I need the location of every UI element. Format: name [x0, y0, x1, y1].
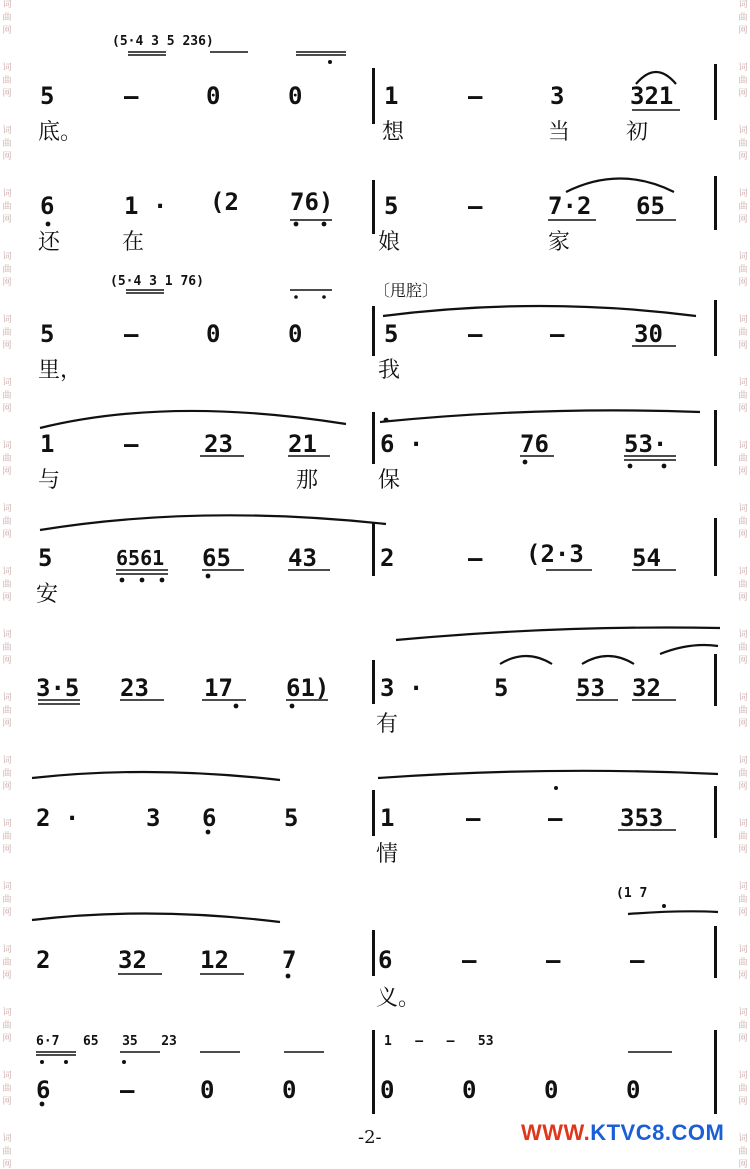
slur	[32, 913, 280, 922]
note: 2	[380, 544, 395, 572]
side-watermark-char: 网	[738, 782, 748, 792]
slur	[660, 645, 718, 654]
barline	[714, 786, 717, 838]
side-watermark-char: 网	[2, 1097, 12, 1107]
note: 65	[202, 544, 231, 572]
barline	[372, 522, 375, 576]
note: –	[630, 946, 645, 974]
barline	[372, 68, 375, 124]
side-watermark-char: 曲	[2, 1021, 12, 1031]
side-watermark-char: 网	[738, 152, 748, 162]
side-watermark-char: 网	[2, 656, 12, 666]
side-watermark-char: 曲	[2, 328, 12, 338]
side-watermark-char: 曲	[738, 454, 748, 464]
note: (2·3	[526, 540, 584, 568]
note: –	[468, 320, 483, 348]
side-watermark-char: 曲	[738, 958, 748, 968]
note: 353	[620, 804, 664, 832]
side-watermark-char: 词	[2, 252, 12, 262]
side-watermark-char: 词	[2, 504, 12, 514]
side-watermark-char: 词	[738, 189, 748, 199]
barline	[372, 412, 375, 464]
side-watermark-char: 曲	[2, 580, 12, 590]
interlude-phrase: (1 7	[616, 886, 648, 901]
note: 23	[120, 674, 149, 702]
side-watermark-char: 网	[2, 593, 12, 603]
barline	[714, 518, 717, 576]
note: 5	[384, 192, 399, 220]
note: 2	[36, 946, 51, 974]
barline	[372, 660, 375, 704]
barline	[714, 654, 717, 706]
side-watermark-char: 网	[2, 341, 12, 351]
lyric: 家	[548, 230, 571, 255]
side-watermark-char: 曲	[2, 895, 12, 905]
note: –	[120, 1076, 135, 1104]
side-watermark-char: 网	[738, 593, 748, 603]
barline	[372, 180, 375, 234]
side-watermark-char: 曲	[2, 832, 12, 842]
lyric: 情	[376, 842, 399, 867]
note: 5	[384, 320, 399, 348]
side-watermark-char: 曲	[738, 1021, 748, 1031]
note: 6	[36, 1076, 51, 1104]
side-watermark-char: 曲	[738, 895, 748, 905]
side-watermark-char: 曲	[738, 328, 748, 338]
lyric: 与	[38, 468, 61, 493]
side-watermark-char: 曲	[2, 958, 12, 968]
side-watermark-char: 网	[2, 26, 12, 36]
note: 1	[380, 804, 395, 832]
side-watermark-char: 词	[2, 756, 12, 766]
watermark-domain: KTVC8.COM	[590, 1120, 725, 1145]
slur	[500, 656, 552, 664]
note: –	[124, 320, 139, 348]
site-watermark	[521, 1120, 724, 1146]
side-watermark-char: 网	[2, 404, 12, 414]
side-watermark-char: 曲	[738, 265, 748, 275]
note: 21	[288, 430, 317, 458]
side-watermark-char: 曲	[2, 391, 12, 401]
side-watermark-char: 曲	[738, 580, 748, 590]
side-watermark-char: 曲	[738, 1147, 748, 1157]
side-watermark-char: 词	[2, 0, 12, 10]
side-watermark-char: 词	[738, 504, 748, 514]
side-watermark-char: 网	[738, 278, 748, 288]
note: 0	[206, 82, 221, 110]
side-watermark-char: 词	[2, 567, 12, 577]
lyric: 义。	[376, 986, 421, 1011]
barline	[372, 1030, 375, 1114]
side-watermark-char: 曲	[738, 706, 748, 716]
note: 0	[544, 1076, 559, 1104]
interlude-phrase: (5·4 3 1 76)	[110, 274, 204, 289]
side-watermark-char: 词	[738, 819, 748, 829]
side-watermark-char: 词	[2, 882, 12, 892]
note: 6	[40, 192, 55, 220]
note: –	[468, 82, 483, 110]
note: 5	[40, 320, 55, 348]
slur	[396, 628, 720, 641]
side-watermark-char: 网	[2, 782, 12, 792]
side-watermark-char: 网	[2, 530, 12, 540]
side-watermark-char: 网	[738, 215, 748, 225]
note: 61)	[286, 674, 330, 702]
side-watermark-char: 词	[2, 63, 12, 73]
side-watermark-char: 词	[738, 882, 748, 892]
barline	[714, 410, 717, 466]
side-watermark-char: 曲	[2, 643, 12, 653]
note: 1	[384, 82, 399, 110]
note: –	[468, 544, 483, 572]
slur	[566, 179, 674, 193]
lyric: 在	[122, 230, 145, 255]
watermark-prefix: WWW.	[521, 1120, 591, 1145]
side-watermark-char: 词	[2, 378, 12, 388]
side-watermark-char: 词	[738, 756, 748, 766]
note: 32	[632, 674, 661, 702]
side-watermark-char: 曲	[2, 202, 12, 212]
note: –	[124, 430, 139, 458]
lyric: 想	[382, 120, 405, 145]
side-watermark-char: 网	[738, 971, 748, 981]
side-watermark-char: 词	[2, 1008, 12, 1018]
side-watermark-char: 曲	[2, 517, 12, 527]
side-watermark-char: 曲	[2, 769, 12, 779]
side-watermark-char: 网	[2, 845, 12, 855]
note: 5	[494, 674, 509, 702]
interlude-phrase: (5·4 3 5 236)	[112, 34, 214, 49]
note: 2 ·	[36, 804, 80, 832]
side-watermark-char: 词	[738, 315, 748, 325]
note: 30	[634, 320, 663, 348]
side-watermark-char: 词	[2, 189, 12, 199]
accompaniment-line-right: 1 – – 53	[384, 1034, 494, 1049]
note: 0	[462, 1076, 477, 1104]
note: 0	[200, 1076, 215, 1104]
note: –	[466, 804, 481, 832]
side-watermark-char: 曲	[2, 1147, 12, 1157]
side-watermark-char: 词	[738, 252, 748, 262]
note: 6	[378, 946, 393, 974]
side-watermark-char: 网	[738, 404, 748, 414]
side-watermark-char: 曲	[738, 643, 748, 653]
slur	[383, 306, 696, 316]
side-watermark-char: 网	[738, 467, 748, 477]
side-watermark-char: 网	[2, 971, 12, 981]
barline	[714, 64, 717, 120]
barline	[372, 306, 375, 356]
slur	[32, 772, 280, 780]
lyric: 当	[548, 120, 571, 145]
note: 53	[576, 674, 605, 702]
side-watermark-char: 词	[2, 441, 12, 451]
lyric: 娘	[378, 230, 401, 255]
side-watermark-char: 网	[2, 89, 12, 99]
side-watermark-char: 词	[738, 1134, 748, 1144]
barline	[372, 790, 375, 836]
note: 0	[626, 1076, 641, 1104]
side-watermark-char: 网	[738, 1160, 748, 1169]
lyric: 我	[378, 358, 401, 383]
note: 3 ·	[380, 674, 424, 702]
side-watermark-char: 网	[2, 908, 12, 918]
note: 17	[204, 674, 233, 702]
side-watermark-char: 词	[2, 1134, 12, 1144]
slur	[378, 771, 718, 778]
side-watermark-char: 曲	[738, 76, 748, 86]
note: 6 ·	[380, 430, 424, 458]
note: 0	[380, 1076, 395, 1104]
slur	[582, 656, 634, 664]
side-watermark-char: 词	[738, 630, 748, 640]
note: 3·5	[36, 674, 80, 702]
barline	[714, 1030, 717, 1114]
page-number: -2-	[358, 1127, 382, 1148]
barline	[714, 926, 717, 978]
note: (2	[210, 188, 239, 216]
note: 43	[288, 544, 317, 572]
note: 3	[550, 82, 565, 110]
slur	[380, 410, 700, 422]
side-watermark-char: 词	[738, 1008, 748, 1018]
side-watermark-char: 曲	[738, 13, 748, 23]
side-watermark-char: 词	[2, 693, 12, 703]
lyric: 里，	[38, 358, 83, 383]
note: 5	[38, 544, 53, 572]
side-watermark-char: 词	[738, 0, 748, 10]
note: 0	[206, 320, 221, 348]
side-watermark-char: 网	[2, 215, 12, 225]
side-watermark-char: 词	[738, 63, 748, 73]
lyric: 那	[296, 468, 319, 493]
note: 0	[282, 1076, 297, 1104]
side-watermark-char: 曲	[2, 139, 12, 149]
note: –	[546, 946, 561, 974]
side-watermark-char: 曲	[738, 1084, 748, 1094]
note: 7	[282, 946, 297, 974]
lyric: 初	[626, 120, 649, 145]
barline	[714, 176, 717, 230]
note: 32	[118, 946, 147, 974]
slur	[40, 515, 386, 530]
note: –	[550, 320, 565, 348]
side-watermark-char: 曲	[2, 265, 12, 275]
side-watermark-char: 网	[738, 908, 748, 918]
side-watermark-char: 曲	[738, 139, 748, 149]
note: 76	[520, 430, 549, 458]
side-watermark-char: 曲	[738, 517, 748, 527]
side-watermark-char: 词	[738, 441, 748, 451]
note: 12	[200, 946, 229, 974]
note: 5	[284, 804, 299, 832]
note: 54	[632, 544, 661, 572]
barline	[372, 930, 375, 976]
side-watermark-char: 曲	[738, 832, 748, 842]
barline	[714, 300, 717, 356]
side-watermark-char: 网	[2, 719, 12, 729]
note: –	[462, 946, 477, 974]
note: –	[548, 804, 563, 832]
side-watermark-char: 曲	[738, 391, 748, 401]
side-watermark-char: 词	[738, 126, 748, 136]
side-watermark-char: 网	[2, 278, 12, 288]
lyric: 保	[378, 468, 401, 493]
side-watermark-char: 网	[738, 719, 748, 729]
side-watermark-char: 曲	[738, 769, 748, 779]
note: –	[124, 82, 139, 110]
side-watermark-char: 词	[738, 378, 748, 388]
lyric: 安	[36, 582, 59, 607]
side-watermark-char: 网	[2, 1034, 12, 1044]
accompaniment-line-left: 6·7 65 35 23	[36, 1034, 177, 1049]
note: 1	[40, 430, 55, 458]
note: 5	[40, 82, 55, 110]
side-watermark-char: 曲	[2, 706, 12, 716]
note: 1 ·	[124, 192, 168, 220]
side-watermark-char: 曲	[738, 202, 748, 212]
note: 7·2	[548, 192, 592, 220]
side-watermark-char: 词	[2, 630, 12, 640]
side-watermark-char: 网	[738, 845, 748, 855]
side-watermark-char: 网	[2, 152, 12, 162]
side-watermark-char: 词	[2, 1071, 12, 1081]
side-watermark-char: 词	[738, 945, 748, 955]
side-watermark-char: 词	[738, 567, 748, 577]
side-watermark-char: 词	[738, 693, 748, 703]
side-watermark-char: 词	[2, 315, 12, 325]
note: 0	[288, 82, 303, 110]
side-watermark-char: 网	[2, 467, 12, 477]
slur	[40, 411, 346, 428]
side-watermark-char: 词	[738, 1071, 748, 1081]
side-watermark-char: 网	[738, 656, 748, 666]
note: 53·	[624, 430, 668, 458]
side-watermark-char: 曲	[2, 1084, 12, 1094]
note: 6561	[116, 546, 165, 570]
side-watermark-char: 词	[2, 819, 12, 829]
lyric: 有	[376, 712, 399, 737]
annotation-shuaiqiang: 〔甩腔〕	[374, 281, 439, 300]
lyric: 底。	[38, 120, 83, 145]
side-watermark-char: 曲	[2, 13, 12, 23]
note: 0	[288, 320, 303, 348]
slur	[628, 911, 718, 914]
side-watermark-char: 网	[738, 341, 748, 351]
side-watermark-char: 网	[738, 530, 748, 540]
note: 23	[204, 430, 233, 458]
note: 76)	[290, 188, 334, 216]
side-watermark-char: 曲	[2, 76, 12, 86]
note: 65	[636, 192, 665, 220]
note: 3	[146, 804, 161, 832]
side-watermark-char: 网	[2, 1160, 12, 1169]
side-watermark-char: 词	[2, 945, 12, 955]
lyric: 还	[38, 230, 61, 255]
side-watermark-char: 网	[738, 1034, 748, 1044]
note: 321	[630, 82, 674, 110]
side-watermark-char: 网	[738, 26, 748, 36]
note: 6	[202, 804, 217, 832]
side-watermark-char: 曲	[2, 454, 12, 464]
side-watermark-char: 网	[738, 89, 748, 99]
side-watermark-char: 词	[2, 126, 12, 136]
side-watermark-char: 网	[738, 1097, 748, 1107]
note: –	[468, 192, 483, 220]
